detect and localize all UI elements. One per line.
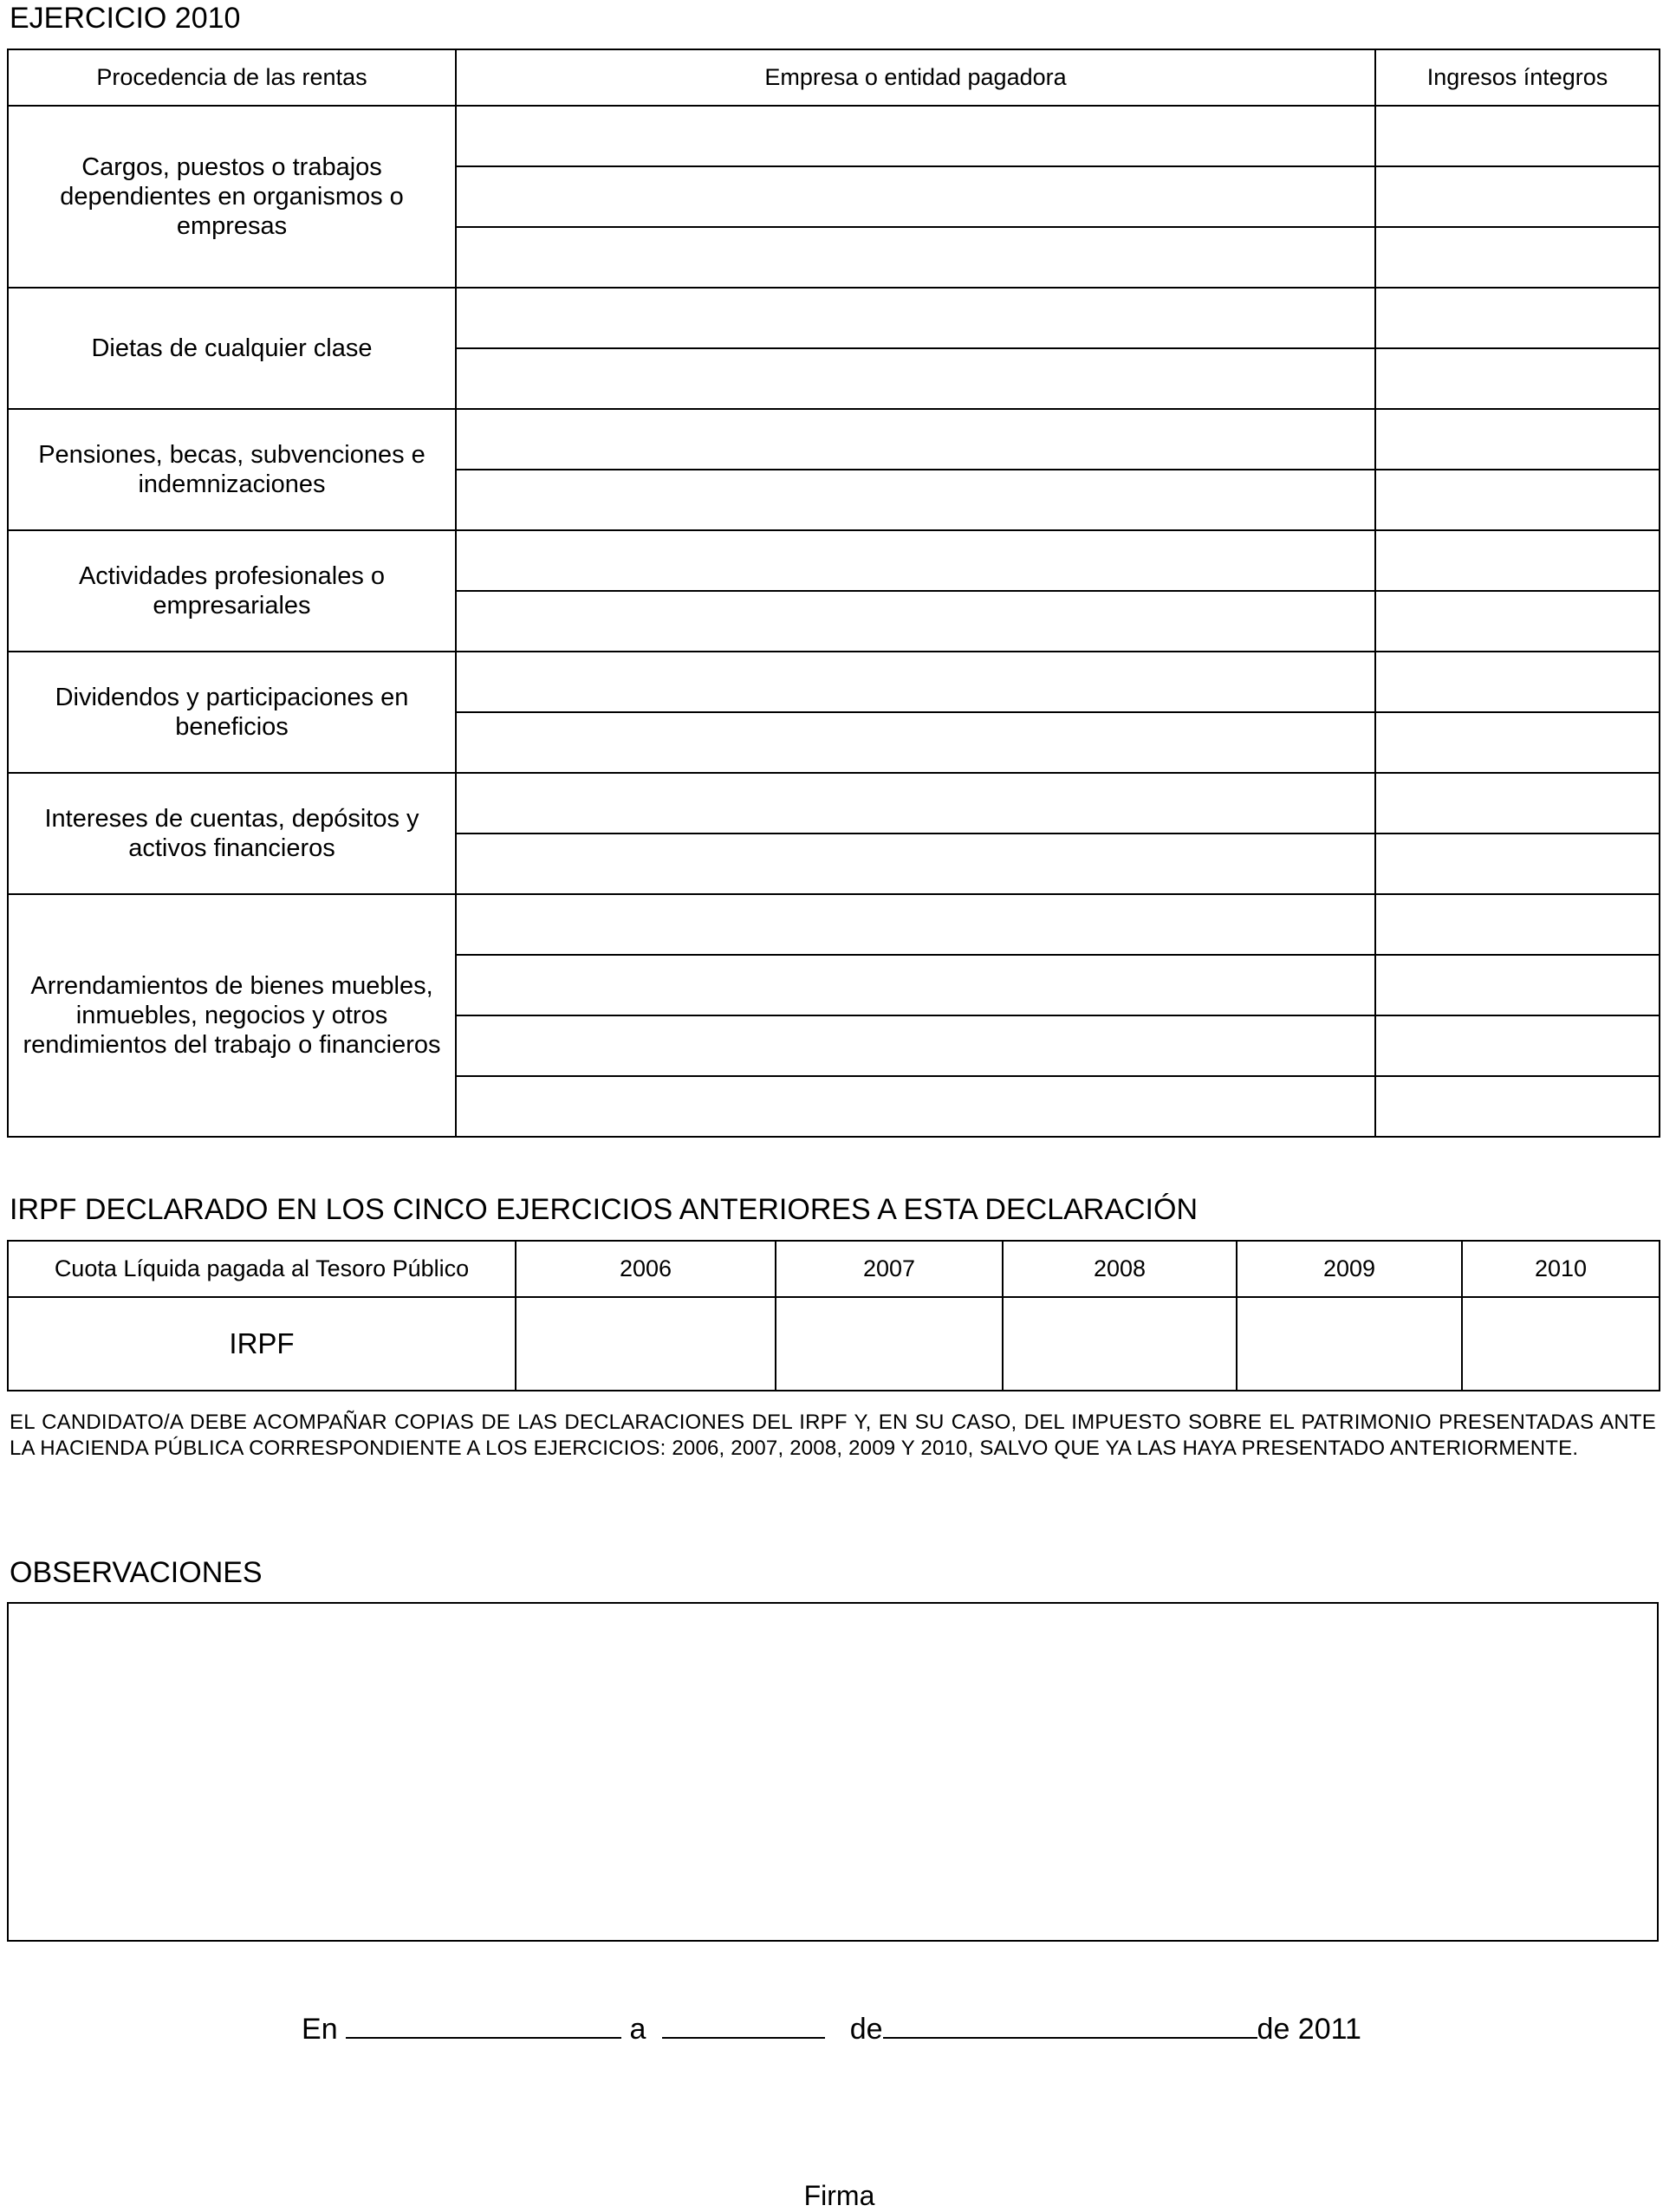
empresa-entry-cell[interactable] xyxy=(456,1076,1375,1137)
ingresos-entry-cell[interactable] xyxy=(1375,348,1660,409)
empresa-entry-cell[interactable] xyxy=(456,894,1375,955)
ingresos-entry-cell[interactable] xyxy=(1375,652,1660,712)
empresa-entry-cell[interactable] xyxy=(456,773,1375,834)
ingresos-entry-cell[interactable] xyxy=(1375,409,1660,470)
income-row xyxy=(8,652,1660,712)
year-header-2009: 2009 xyxy=(1237,1241,1462,1297)
ingresos-entry-cell[interactable] xyxy=(1375,1076,1660,1137)
income-row xyxy=(8,773,1660,834)
declaration-note: EL CANDIDATO/A DEBE ACOMPAÑAR COPIAS DE LAS DECLARACIONES DEL IRPF Y, EN SU CASO, DEL IMPUESTO SOBRE EL PATRIMONIO PRESENTADAS ANTE LA HACIENDA PÚBLICA CORRESPONDIENTE A LOS EJERCICIOS: 2006, 2007, 2008, 2009 Y 2010, SALVO QUE YA LAS HAYA PRESENTADO ANTERIORMENTE. xyxy=(10,1411,1656,1460)
irpf-value-cell-2006[interactable] xyxy=(516,1297,776,1391)
empresa-entry-cell[interactable] xyxy=(456,955,1375,1015)
income-table xyxy=(7,49,1660,1138)
irpf-table-header xyxy=(8,1241,1660,1297)
empresa-entry-cell[interactable] xyxy=(456,106,1375,166)
irpf-header-label: Cuota Líquida pagada al Tesoro Público xyxy=(8,1241,516,1297)
ingresos-entry-cell[interactable] xyxy=(1375,955,1660,1015)
place-blank[interactable] xyxy=(346,2011,621,2039)
firma-label: Firma xyxy=(803,2180,875,2211)
empresa-entry-cell[interactable] xyxy=(456,652,1375,712)
column-header-empresa: Empresa o entidad pagadora xyxy=(456,49,1375,106)
date-a-label: a xyxy=(629,2013,646,2046)
empresa-entry-cell[interactable] xyxy=(456,530,1375,591)
income-category-label: Dietas de cualquier clase xyxy=(8,288,456,409)
irpf-value-cell-2010[interactable] xyxy=(1462,1297,1660,1391)
column-header-ingresos: Ingresos íntegros xyxy=(1375,49,1660,106)
ingresos-entry-cell[interactable] xyxy=(1375,712,1660,773)
year-header-2010: 2010 xyxy=(1462,1241,1660,1297)
income-table-header xyxy=(8,49,1660,106)
section-title-irpf: IRPF DECLARADO EN LOS CINCO EJERCICIOS ANTERIORES A ESTA DECLARACIÓN xyxy=(10,1193,1199,1226)
ingresos-entry-cell[interactable] xyxy=(1375,470,1660,530)
month-blank[interactable] xyxy=(883,2011,1257,2039)
income-row xyxy=(8,288,1660,348)
column-header-procedencia: Procedencia de las rentas xyxy=(8,49,456,106)
ingresos-entry-cell[interactable] xyxy=(1375,166,1660,227)
irpf-table xyxy=(7,1240,1660,1391)
ingresos-entry-cell[interactable] xyxy=(1375,894,1660,955)
irpf-row xyxy=(8,1297,1660,1391)
ingresos-entry-cell[interactable] xyxy=(1375,591,1660,652)
ingresos-entry-cell[interactable] xyxy=(1375,834,1660,894)
empresa-entry-cell[interactable] xyxy=(456,1015,1375,1076)
day-blank[interactable] xyxy=(662,2011,825,2039)
empresa-entry-cell[interactable] xyxy=(456,166,1375,227)
section-title-observaciones: OBSERVACIONES xyxy=(10,1556,263,1589)
income-row xyxy=(8,530,1660,591)
empresa-entry-cell[interactable] xyxy=(456,409,1375,470)
income-category-label: Cargos, puestos o trabajos dependientes en organismos o empresas xyxy=(8,106,456,288)
ingresos-entry-cell[interactable] xyxy=(1375,288,1660,348)
year-header-2006: 2006 xyxy=(516,1241,776,1297)
empresa-entry-cell[interactable] xyxy=(456,591,1375,652)
ingresos-entry-cell[interactable] xyxy=(1375,106,1660,166)
empresa-entry-cell[interactable] xyxy=(456,288,1375,348)
income-row xyxy=(8,409,1660,470)
income-category-label: Pensiones, becas, subvenciones e indemnizaciones xyxy=(8,409,456,530)
year-header-2008: 2008 xyxy=(1003,1241,1237,1297)
ingresos-entry-cell[interactable] xyxy=(1375,530,1660,591)
signature-date-line xyxy=(0,2011,1663,2047)
empresa-entry-cell[interactable] xyxy=(456,834,1375,894)
empresa-entry-cell[interactable] xyxy=(456,227,1375,288)
irpf-value-cell-2008[interactable] xyxy=(1003,1297,1237,1391)
ingresos-entry-cell[interactable] xyxy=(1375,227,1660,288)
irpf-value-cell-2009[interactable] xyxy=(1237,1297,1462,1391)
empresa-entry-cell[interactable] xyxy=(456,348,1375,409)
income-row xyxy=(8,106,1660,166)
income-category-label: Actividades profesionales o empresariales xyxy=(8,530,456,652)
section-title-ejercicio: EJERCICIO 2010 xyxy=(10,2,241,35)
income-row xyxy=(8,894,1660,955)
date-year-label: de 2011 xyxy=(1257,2013,1361,2046)
observations-box[interactable] xyxy=(7,1602,1659,1942)
irpf-row-label: IRPF xyxy=(8,1297,516,1391)
ingresos-entry-cell[interactable] xyxy=(1375,1015,1660,1076)
empresa-entry-cell[interactable] xyxy=(456,470,1375,530)
date-de-label: de xyxy=(849,2013,883,2046)
ingresos-entry-cell[interactable] xyxy=(1375,773,1660,834)
income-category-label: Intereses de cuentas, depósitos y activos financieros xyxy=(8,773,456,894)
year-header-2007: 2007 xyxy=(776,1241,1003,1297)
empresa-entry-cell[interactable] xyxy=(456,712,1375,773)
income-category-label: Arrendamientos de bienes muebles, inmuebles, negocios y otros rendimientos del trabajo o financieros xyxy=(8,894,456,1137)
irpf-value-cell-2007[interactable] xyxy=(776,1297,1003,1391)
income-category-label: Dividendos y participaciones en beneficios xyxy=(8,652,456,773)
date-en-label: En xyxy=(302,2013,338,2046)
